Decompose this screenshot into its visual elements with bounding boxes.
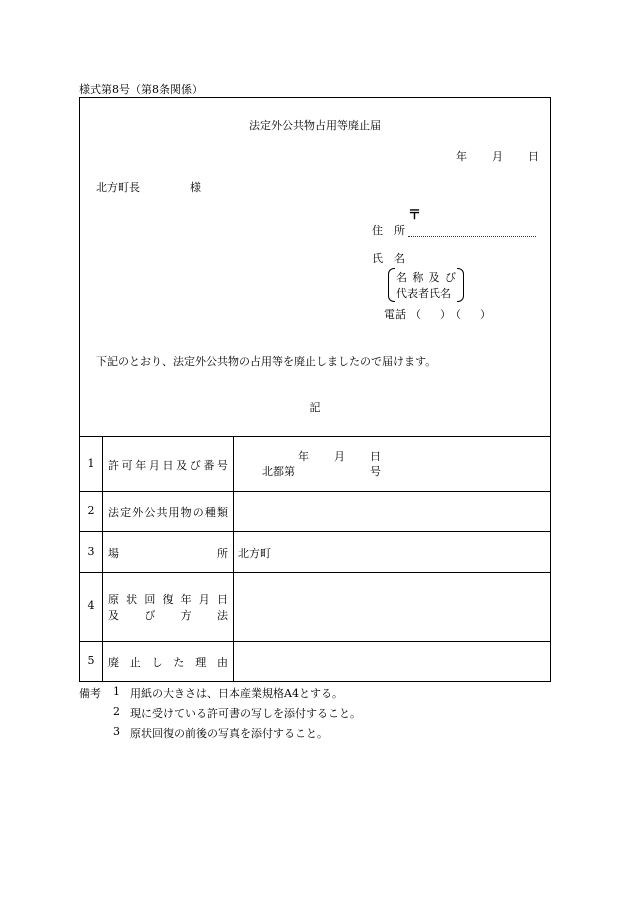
ki-marker: 記 [309,401,321,414]
corp-label-char: 名 [396,271,407,284]
label-char: 日 [162,459,174,472]
label-char: 可 [121,459,133,472]
row-divider [80,531,550,532]
label-char: の [192,506,204,519]
corp-label-char: び [444,271,456,284]
label-char: 月 [148,459,160,472]
label-char: 法 [216,609,228,622]
label-char: 年 [180,593,192,606]
label-char: た [173,656,185,669]
remark-text: 現に受けている許可書の写しを添付すること。 [130,707,361,720]
remarks-heading: 備考 [79,687,101,700]
label-char: 番 [203,459,215,472]
row-divider [80,491,550,492]
remark-number: 2 [113,705,120,718]
corp-label-char: 及 [428,271,440,284]
label-char: 定 [120,506,132,519]
column-divider-number [102,436,103,681]
label-char: 方 [180,609,192,622]
label-char: し [151,656,163,669]
label-char: び [144,609,156,622]
address-label-1: 住 [372,224,383,237]
label-char: 物 [180,506,192,519]
label-char: 回 [144,593,156,606]
addressee-name: 北方町長 [96,181,140,194]
label-char: 由 [216,656,228,669]
corp-bracket-left [388,268,395,302]
row-number: 4 [87,599,95,612]
address-line[interactable] [408,236,536,237]
remark-text: 原状回復の前後の写真を添付すること。 [130,727,328,740]
label-char: 場 [108,547,119,560]
label-char: 及 [108,609,119,622]
permit-day-label: 日 [370,450,381,463]
label-char: 日 [216,593,228,606]
phone-paren-close-2: ） [480,308,491,321]
row-label-abolition-reason [108,654,228,670]
row-label-restoration-date [108,591,228,607]
column-divider-value [233,436,234,681]
permit-number-suffix: 号 [370,465,381,478]
label-char: 復 [162,593,174,606]
row-divider [80,572,550,573]
corp-label-char: 称 [412,271,424,284]
label-char: 種 [204,506,216,519]
label-char: 及 [176,459,188,472]
remark-text: 用紙の大きさは、日本産業規格A4とする。 [130,687,343,700]
label-char: 法 [108,506,119,519]
row-number: 1 [87,457,95,470]
addressee-honorific: 様 [190,181,201,194]
corp-name-label [396,269,456,285]
postal-mark: 〒 [408,208,422,223]
permit-year-label: 年 [298,450,309,463]
phone-paren-open-2: （ [450,308,461,321]
row-label-restoration-method [108,607,228,623]
label-char: 原 [108,593,119,606]
remark-number: 3 [113,725,120,738]
form-title: 法定外公共物占用等廃止届 [249,119,381,132]
representative-name-label: 代表者氏名 [396,287,451,300]
label-char: 月 [198,593,210,606]
phone-label: 電話 [384,308,406,321]
date-year-label: 年 [456,150,467,163]
label-char: 公 [144,506,156,519]
label-char: び [189,459,201,472]
label-char: 共 [156,506,168,519]
address-label-2: 所 [394,224,405,237]
date-day-label: 日 [528,150,539,163]
row-number: 5 [87,654,95,667]
location-value[interactable]: 北方町 [238,547,271,560]
row-number: 3 [87,545,95,558]
statement-text: 下記のとおり、法定外公共物の占用等を廃止しましたので届けます。 [96,355,437,368]
label-char: 止 [129,656,141,669]
form-number-caption: 様式第8号（第8条関係） [79,83,203,96]
row-number: 2 [87,504,95,517]
label-char: 類 [216,506,228,519]
name-label-1: 氏 [372,252,383,265]
label-char: 状 [126,593,138,606]
permit-month-label: 月 [334,450,345,463]
label-char: 廃 [108,656,119,669]
row-label-location [108,545,228,561]
row-divider [80,641,550,642]
row-label-property-type [108,504,228,520]
date-month-label: 月 [492,150,503,163]
label-char: 許 [108,459,119,472]
permit-number-prefix: 北都第 [262,465,295,478]
label-char: 所 [217,547,228,560]
label-char: 理 [195,656,207,669]
name-label-2: 名 [394,252,405,265]
phone-paren-open-1: （ [410,308,421,321]
label-char: 用 [168,506,180,519]
label-char: 号 [217,459,228,472]
row-label-permit-date-number [108,457,228,473]
remark-number: 1 [113,685,120,698]
phone-paren-close-1: ） [440,308,451,321]
form-frame [79,97,551,682]
label-char: 外 [132,506,144,519]
corp-bracket-right [457,268,464,302]
table-top-border [80,436,550,437]
label-char: 年 [135,459,147,472]
